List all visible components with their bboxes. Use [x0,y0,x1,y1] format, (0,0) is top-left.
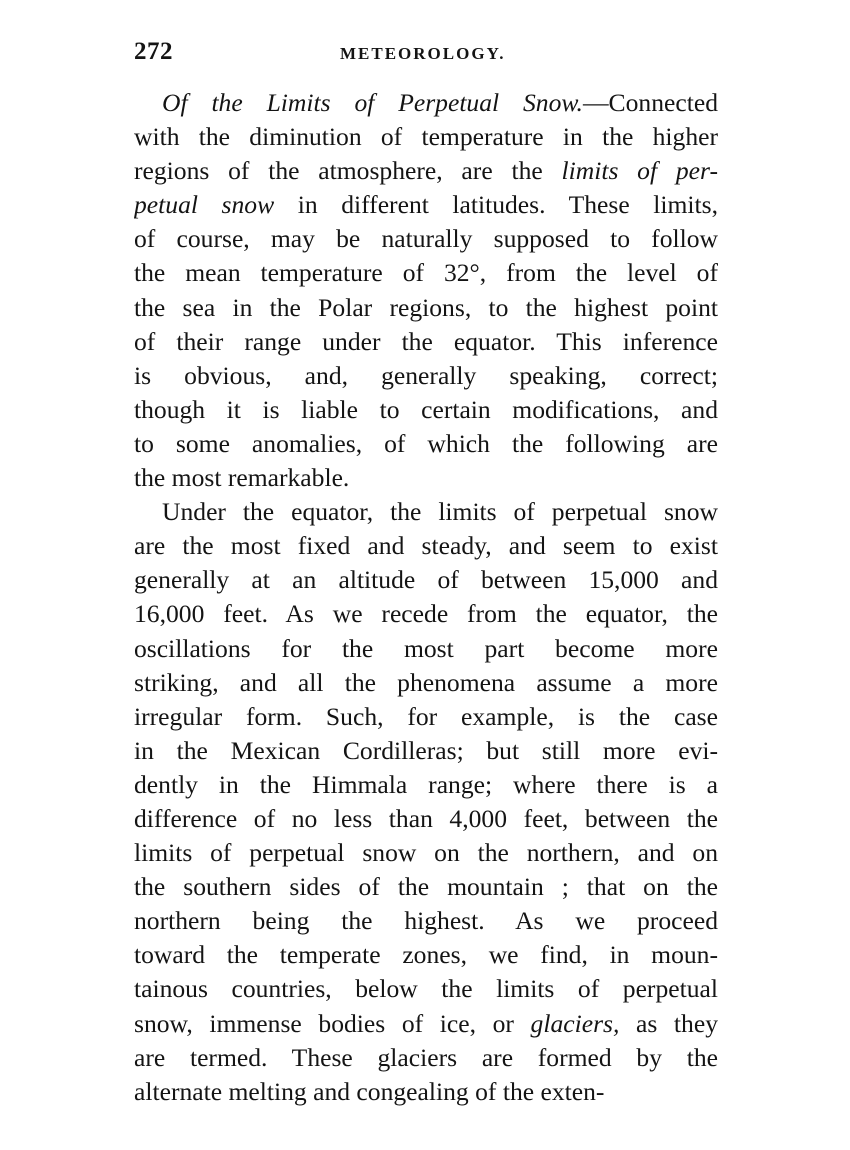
text-run: toward the temperate zones, we find, in moun- [134,940,718,970]
text-line [134,393,718,427]
paragraph [134,495,718,1109]
page-number: 272 [134,38,173,65]
text-line [134,700,718,734]
text-run: in different latitudes. These limits, [274,190,718,220]
text-run: irregular form. Such, for example, is the case [134,701,718,731]
text-run: 16,000 feet. As we recede from the equator, the [134,599,718,629]
text-run: oscillations for the most part become more [134,633,718,663]
text-line [134,325,718,359]
text-line [134,461,718,495]
text-line [134,188,718,222]
text-run: snow, immense bodies of ice, or [134,1008,531,1038]
text-run: striking, and all the phenomena assume a more [134,667,718,697]
text-line [134,427,718,461]
running-head: METEOROLOGY. [340,44,506,63]
text-line [134,768,718,802]
text-run: difference of no less than 4,000 feet, between the [134,803,718,833]
text-run: regions of the atmosphere, are the [134,156,562,186]
text-line [134,154,718,188]
text-run: —Connected [582,88,718,117]
text-line [134,597,718,631]
text-line [134,1007,718,1041]
text-line [134,256,718,290]
text-run: dently in the Himmala range; where there is a [134,769,718,799]
text-run: is obvious, and, generally speaking, correct; [134,360,718,390]
text-line [134,870,718,904]
text-line [134,1075,718,1109]
text-line [134,904,718,938]
text-line [134,120,718,154]
text-line [134,666,718,700]
text-run: with the diminution of temperature in the higher [134,122,718,152]
italic-text: glaciers, [530,1008,620,1038]
text-run: tainous countries, below the limits of perpetual [134,974,718,1004]
text-line [134,972,718,1006]
text-line [134,563,718,597]
italic-text: Of the Limits of Perpetual Snow. [162,88,583,117]
text-run: of course, may be naturally supposed to follow [134,224,718,254]
page-header [134,38,718,78]
text-line [134,86,718,120]
text-line [134,938,718,972]
text-line [134,495,718,529]
italic-text: petual snow [134,190,275,220]
text-run: in the Mexican Cordilleras; but still more evi- [134,735,718,765]
text-line [134,529,718,563]
text-run: of their range under the equator. This inference [134,326,718,356]
text-line [134,359,718,393]
text-run: as they [619,1008,718,1038]
text-run: are termed. These glaciers are formed by the [134,1042,718,1072]
text-line [134,291,718,325]
text-line [134,836,718,870]
text-line [134,1041,718,1075]
italic-text: limits of per- [561,156,718,186]
text-run: Under the equator, the limits of perpetual snow [162,497,718,527]
text-run: limits of perpetual snow on the northern, and on [134,838,718,868]
text-line [134,632,718,666]
text-run: the mean temperature of 32°, from the level of [134,258,718,288]
text-run: to some anomalies, of which the following are [134,428,718,458]
body-text [134,86,718,1109]
text-line [134,802,718,836]
text-run: northern being the highest. As we proceed [134,906,718,936]
paragraph [134,86,718,495]
text-run: the southern sides of the mountain ; that on the [134,872,718,902]
book-page [134,38,718,1109]
text-run: alternate melting and congealing of the exten- [134,1076,605,1106]
text-run: the sea in the Polar regions, to the highest point [134,292,718,322]
text-run: though it is liable to certain modifications, and [134,394,718,424]
text-run: generally at an altitude of between 15,000 and [134,565,718,595]
text-run: are the most fixed and steady, and seem to exist [134,531,718,561]
text-run: the most remarkable. [134,463,350,493]
text-line [134,222,718,256]
text-line [134,734,718,768]
